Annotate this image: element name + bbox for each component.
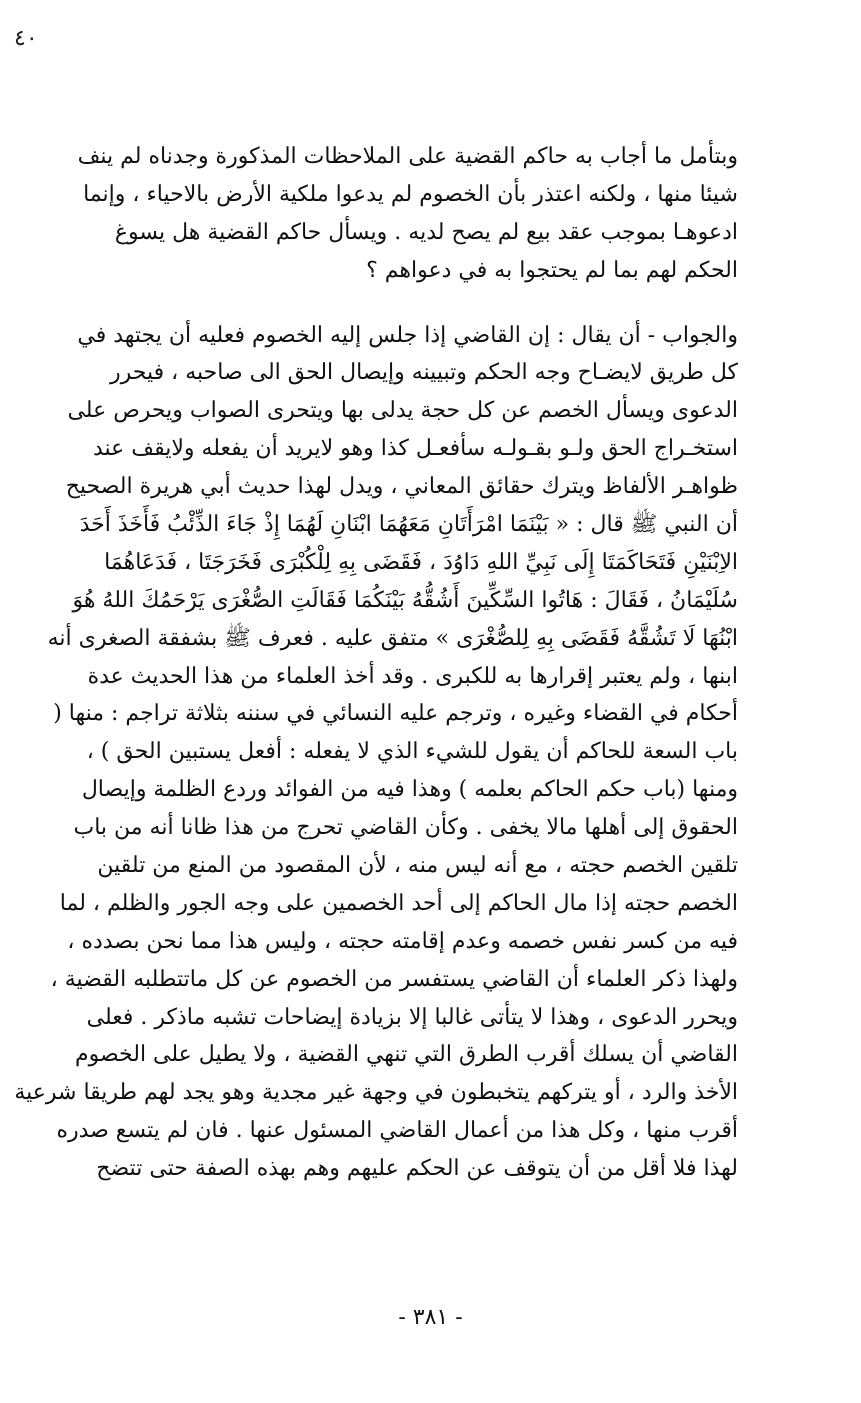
text-line: فيه من كسر نفس خصمه وعدم إقامته حجته ، وليس هذا مما نحن بصدده ، [67, 928, 738, 954]
text-line: ابنها ، ولم يعتبر إقرارها به للكبرى . وقد أخذ العلماء من هذا الحديث عدة [87, 663, 738, 689]
text-line: شيئا منها ، ولكنه اعتذر بأن الخصوم لم يدعوا ملكية الأرض بالاحياء ، وإنما [83, 181, 738, 207]
text-line: والجواب - أن يقال : إن القاضي إذا جلس إليه الخصوم فعليه أن يجتهد في [77, 322, 738, 348]
text-line: ومنها (باب حكم الحاكم بعلمه ) وهذا فيه من الفوائد وردع الظلمة وإيصال [81, 777, 738, 803]
text-line: كل طريق لايضـاح وجه الحكم وتبيينه وإيصال الحق الى صاحبه ، فيحرر [110, 360, 738, 386]
body-text [14, 138, 738, 1188]
text-line: ولهذا ذكر العلماء أن القاضي يستفسر من الخصوم عن كل ماتتطلبه القضية ، [50, 966, 738, 992]
text-line: تلقين الخصم حجته ، مع أنه ليس منه ، لأن المقصود من المنع من تلقين [97, 853, 738, 879]
text-line: أن النبي ﷺ قال : « بَيْنَمَا امْرَأَتَانِ مَعَهُمَا ابْنَانِ لَهُمَا إِذْ جَاءَ الذِّئْبُ فَأَخَذَ أَحَدَ [79, 512, 738, 538]
paragraph-2 [14, 317, 738, 1188]
text-line: الخصم حجته إذا مال الحاكم إلى أحد الخصمين على وجه الجور والظلم ، لما [59, 890, 738, 916]
corner-handwritten-mark: ٤٠ [14, 26, 38, 51]
page-number: - ٣٨١ - [398, 1305, 463, 1330]
text-line: الأخذ والرد ، أو يتركهم يتخبطون في وجهة غير مجدية وهو يجد لهم طريقا شرعية [14, 1080, 738, 1106]
text-line: استخـراج الحق ولـو بقـولـه سأفعـل كذا وهو لايريد أن يفعله ولايقف عند [92, 436, 738, 462]
text-line: باب السعة للحاكم أن يقول للشيء الذي لا يفعله : أفعل يستبين الحق ) ، [86, 739, 738, 765]
paragraph-1 [77, 138, 738, 290]
text-line: ويحرر الدعوى ، وهذا لا يتأتى غالبا إلا بزيادة إيضاحات تشبه ماذكر . فعلى [86, 1004, 738, 1030]
text-line: لهذا فلا أقل من أن يتوقف عن الحكم عليهم وهم بهذه الصفة حتى تتضح [96, 1156, 738, 1182]
text-line: وبتأمل ما أجاب به حاكم القضية على الملاحظات المذكورة وجدناه لم ينف [77, 144, 738, 169]
text-line: ظواهـر الألفاظ ويترك حقائق المعاني ، ويدل لهذا حديث أبي هريرة الصحيح [65, 474, 738, 500]
text-line: الاِبْنَيْنِ فَتَحَاكَمَتَا إِلَى نَبِيِّ اللهِ دَاوُدَ ، فَقَضَى بِهِ لِلْكُبْرَى فَخَرَجَتَا ، فَدَعَاهُمَا [104, 549, 738, 575]
text-line: الدعوى ويسأل الخصم عن كل حجة يدلى بها ويتحرى الصواب ويحرص على [67, 398, 738, 424]
text-line: أقرب منها ، وكل هذا من أعمال القاضي المسئول عنها . فان لم يتسع صدره [56, 1118, 738, 1144]
text-line: الحقوق إلى أهلها مالا يخفى . وكأن القاضي تحرج من هذا ظانا أنه من باب [73, 815, 738, 841]
text-line: أحكام في القضاء وغيره ، وترجم عليه النسائي في سننه بثلاثة تراجم : منها ( [53, 701, 738, 727]
text-line: القاضي أن يسلك أقرب الطرق التي تنهي القضية ، ولا يطيل على الخصوم [74, 1042, 738, 1068]
text-line: ادعوهـا بموجب عقد بيع لم يصح لديه . ويسأل حاكم القضية هل يسوغ [114, 219, 738, 245]
text-line: الحكم لهم بما لم يحتجوا به في دعواهم ؟ [366, 257, 738, 283]
text-line: سُلَيْمَانُ ، فَقَالَ : هَاتُوا السِّكِّينَ أَشُقُّهُ بَيْنَكُمَا فَقَالَتِ الصُّغْرَى يَرْحَمُكَ اللهُ هُوَ [72, 587, 738, 613]
text-line: ابْنُهَا لَا تَشُقَّهُ فَقَضَى بِهِ لِلصُّغْرَى » متفق عليه . فعرف ﷺ بشفقة الصغرى أنه [47, 625, 738, 651]
